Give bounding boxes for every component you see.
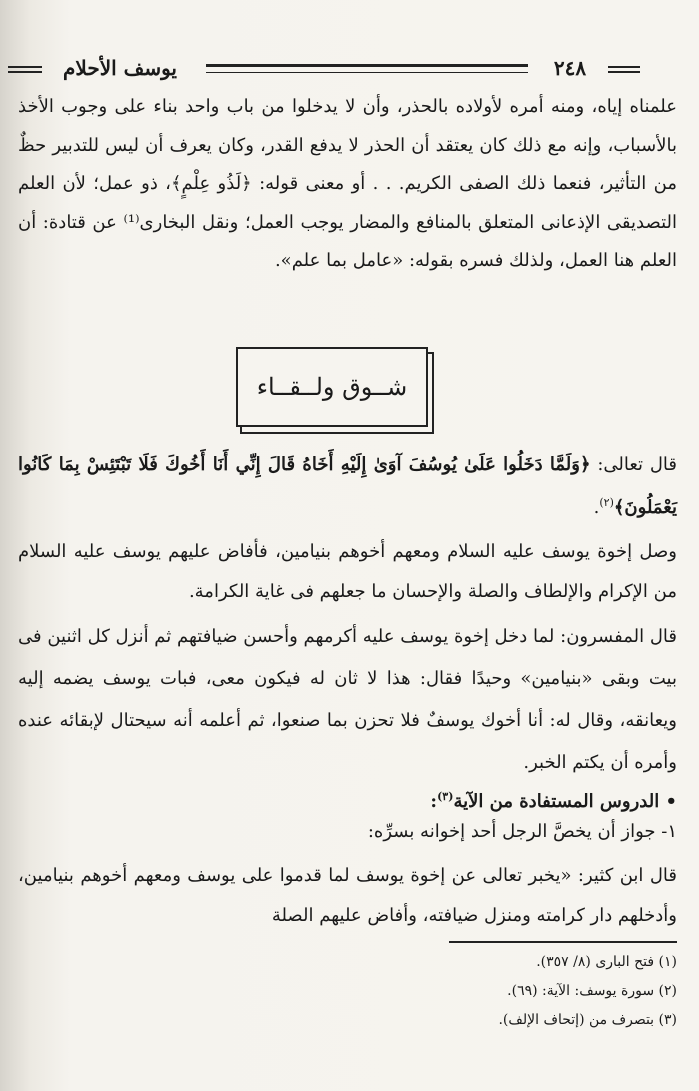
page-number: ٢٤٨ <box>553 56 587 80</box>
verse-intro: قال تعالى: <box>590 454 677 475</box>
header-rule-left <box>8 66 42 73</box>
footnote-separator <box>449 941 677 943</box>
header-rule-middle <box>206 64 528 73</box>
paragraph-2 <box>18 446 677 527</box>
paragraph-4: قال المفسرون: لما دخل إخوة يوسف عليه أكرمهم وأحسن ضيافتهم ثم أنزل كل اثنين فى بيت وبقى «بنيامين» وحيدًا فقال: هذا لا ثان له فيكون معى، فبات يوسف يضمه إليه ويعانقه، وقال له: أنا أخوك يوسفٌ فلا تحزن بما صنعوا، ثم أعلمه أنه سيحتال لإبقائه عنده وأمره أن يكتم الخبر. <box>18 626 677 773</box>
lesson-point-1: ١- جواز أن يخصَّ الرجل أحد إخوانه بسرِّه: <box>367 821 677 842</box>
quran-verse: ﴿وَلَمَّا دَخَلُوا عَلَىٰ يُوسُفَ آوَىٰ إِلَيْهِ أَخَاهُ قَالَ إِنِّي أَنَا أَخُوكَ فَلَا تَبْتَئِسْ بِمَا كَانُوا يَعْمَلُونَ﴾ <box>18 454 677 518</box>
footnote-1: (١) فتح البارى (٨/ ٣٥٧). <box>536 954 677 970</box>
lessons-heading <box>430 780 677 819</box>
footnote-2: (٢) سورة يوسف: الآية: (٦٩). <box>507 983 677 999</box>
section-title-box <box>236 347 428 427</box>
page-header <box>8 52 681 86</box>
footnote-ref-2: (٢) <box>599 496 614 509</box>
section-title: شــوق ولــقــاء <box>256 373 408 401</box>
lessons-heading-text: • الدروس المستفادة من الآية <box>453 791 677 812</box>
footnotes <box>277 948 677 1035</box>
paragraph-3: وصل إخوة يوسف عليه السلام ومعهم أخوهم بنيامين، فأفاض عليهم يوسف عليه السلام من الإكرام والإلطاف والصلة والإحسان ما جعلهم فى غاية الكرامة. <box>18 541 677 602</box>
lessons-heading-end: : <box>430 791 438 812</box>
verse-end: . <box>593 497 600 518</box>
paragraph-5: قال ابن كثير: «يخبر تعالى عن إخوة يوسف لما قدموا على يوسف ومعهم أخوهم بنيامين، وأدخلهم دار كرامته ومنزل ضيافته، وأفاض عليهم الصلة <box>18 865 677 926</box>
running-title: يوسف الأحلام <box>63 56 177 80</box>
footnote-ref-3: (٣) <box>437 790 454 803</box>
paragraph-1: علمناه إياه، ومنه أمره لأولاده بالحذر، وأن لا يدخلوا من باب واحد بناء على وجوب الأخذ بالأسباب، وإنه مع ذلك كان يعتقد أن الحذر لا يدفع القدر، وكان يعرف أن ليس للتدبير حظٌ من التأثير، فنعما ذلك الصفى الكريم. . . أو معنى قوله: ﴿لَذُو عِلْمٍ﴾، ذو عمل؛ لأن العلم التصديقى الإذعانى المتعلق بالمنافع والمضار يوجب العمل؛ ونقل البخارى⁽¹⁾ عن قتادة: أن العلم هنا العمل، ولذلك فسره بقوله: «عامل بما علم». <box>18 96 678 271</box>
header-rule-right <box>608 66 640 73</box>
footnote-3: (٣) بتصرف من (إتحاف الإلف). <box>498 1012 677 1028</box>
